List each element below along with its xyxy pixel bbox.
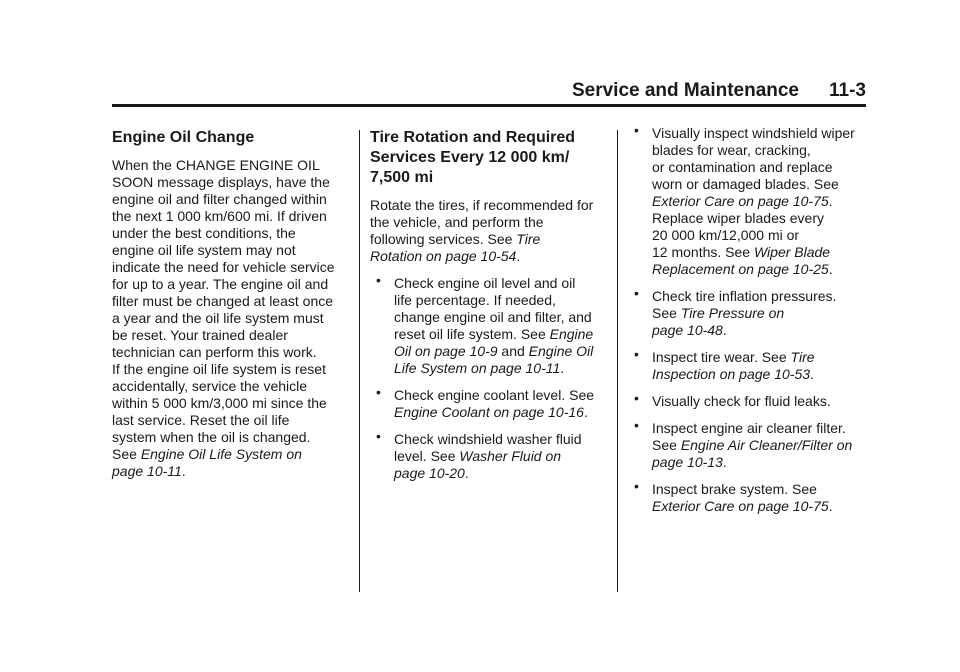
- tire-inspection-link[interactable]: Tire: [790, 349, 815, 365]
- body-line: a year and the oil life system must: [112, 310, 324, 326]
- tire-rotation-page[interactable]: Rotation on page 10-54: [370, 248, 517, 264]
- tire-pressure-page[interactable]: page 10-48: [652, 322, 723, 338]
- washer-fluid-page[interactable]: page 10-20: [394, 465, 465, 481]
- column-divider-2: [617, 130, 618, 592]
- tire-inspection-page[interactable]: Inspection on page 10-53: [652, 366, 811, 382]
- bullet-icon: •: [376, 272, 381, 288]
- tire-rotation-link[interactable]: Tire: [516, 231, 541, 247]
- bullet-icon: •: [376, 384, 381, 400]
- tire-pressure-link[interactable]: Tire Pressure on: [680, 305, 785, 321]
- body-line: system when the oil is changed.: [112, 429, 311, 445]
- engine-oil-life-page[interactable]: Life System on page 10-11: [394, 360, 561, 376]
- body-line: technician can perform this work.: [112, 344, 317, 360]
- list-item: • Inspect engine air cleaner filter. See Engine Air Cleaner/Filter on page 10-13.: [634, 417, 853, 470]
- page-number: 11-3: [829, 80, 866, 101]
- services-list-2: [628, 122, 868, 515]
- page-header: [112, 80, 866, 102]
- bullet-icon: •: [634, 417, 639, 433]
- body-line: for up to a year. The engine oil and: [112, 276, 329, 292]
- engine-oil-life-system-link[interactable]: Engine Oil Life System on: [140, 446, 302, 462]
- bullet-icon: •: [634, 122, 639, 138]
- body-line: within 5 000 km/3,000 mi since the: [112, 395, 327, 411]
- wiper-blade-page[interactable]: Replacement on page 10-25: [652, 261, 829, 277]
- engine-coolant-link[interactable]: Engine Coolant on page 10-16: [394, 404, 584, 420]
- body-line: When the CHANGE ENGINE OIL: [112, 157, 320, 173]
- body-line: SOON message displays, have the: [112, 174, 330, 190]
- list-item: • Check windshield washer fluid level. See Washer Fluid on page 10-20.: [376, 428, 582, 481]
- column-tire-rotation: [370, 128, 608, 482]
- section-title: Service and Maintenance: [571, 80, 800, 101]
- list-item: • Check tire inflation pressures. See Tire Pressure on page 10-48.: [634, 285, 837, 338]
- bullet-icon: •: [634, 390, 639, 406]
- washer-fluid-link[interactable]: Washer Fluid on: [459, 448, 562, 464]
- wiper-blade-link[interactable]: Wiper Blade: [753, 244, 831, 260]
- bullet-icon: •: [634, 346, 639, 362]
- engine-oil-change-heading: Engine Oil Change: [112, 129, 255, 146]
- list-item: • Visually check for fluid leaks.: [634, 390, 831, 409]
- tire-rotation-heading: Tire Rotation and Required Services Every 12 000 km/ 7,500 mi: [370, 129, 576, 186]
- body-line: last service. Reset the oil life: [112, 412, 290, 428]
- engine-oil-life-link[interactable]: Engine Oil: [528, 343, 594, 359]
- tire-rotation-intro: Rotate the tires, if recommended for the vehicle, and perform the following services. See Tire Rotation on page 10-54.: [370, 197, 594, 264]
- body-line: under the best conditions, the: [112, 225, 296, 241]
- list-item: • Visually inspect windshield wiper blades for wear, cracking, or contamination and replace worn or damaged blades. See Exterior Care on page 10-75. Replace wiper blades every 20 000 km/12,000 mi or 12 months. See Wiper Blade Replacement on page 10-25.: [634, 122, 855, 277]
- list-item: • Check engine oil level and oil life percentage. If needed, change engine oil and filter, and reset oil life system. See Engine Oil on page 10-9 and Engine Oil Life System on page 10-11.: [376, 272, 594, 376]
- column-engine-oil-change: [112, 128, 350, 480]
- header-divider: [112, 104, 866, 107]
- body-line: accidentally, service the vehicle: [112, 378, 308, 394]
- engine-oil-link[interactable]: Engine: [549, 326, 594, 342]
- list-item: • Check engine coolant level. See Engine Coolant on page 10-16.: [376, 384, 595, 420]
- body-line: the next 1 000 km/600 mi. If driven: [112, 208, 327, 224]
- column-divider-1: [359, 130, 360, 592]
- exterior-care-link[interactable]: Exterior Care on page 10-75: [652, 193, 829, 209]
- engine-oil-page[interactable]: Oil on page 10-9: [394, 343, 498, 359]
- air-cleaner-page[interactable]: page 10-13: [652, 454, 723, 470]
- body-line: indicate the need for vehicle service: [112, 259, 335, 275]
- engine-oil-life-system-page[interactable]: page 10-11: [112, 463, 182, 479]
- services-list-1: [370, 272, 608, 482]
- bullet-icon: •: [634, 478, 639, 494]
- body-line: engine oil and filter changed within: [112, 191, 327, 207]
- body-line: If the engine oil life system is reset: [112, 361, 326, 377]
- brake-exterior-care-link[interactable]: Exterior Care on page 10-75: [652, 498, 829, 514]
- list-item: • Inspect brake system. See Exterior Care on page 10-75.: [634, 478, 833, 514]
- list-item: • Inspect tire wear. See Tire Inspection on page 10-53.: [634, 346, 815, 382]
- body-line: filter must be changed at least once: [112, 293, 334, 309]
- bullet-icon: •: [634, 285, 639, 301]
- engine-oil-change-see: See Engine Oil Life System on page 10-11.: [112, 446, 302, 479]
- body-line: be reset. Your trained dealer: [112, 327, 288, 343]
- column-services-continued: [628, 122, 868, 515]
- body-line: engine oil life system may not: [112, 242, 296, 258]
- air-cleaner-link[interactable]: Engine Air Cleaner/Filter on: [680, 437, 853, 453]
- bullet-icon: •: [376, 428, 381, 444]
- engine-oil-change-body: [112, 157, 350, 446]
